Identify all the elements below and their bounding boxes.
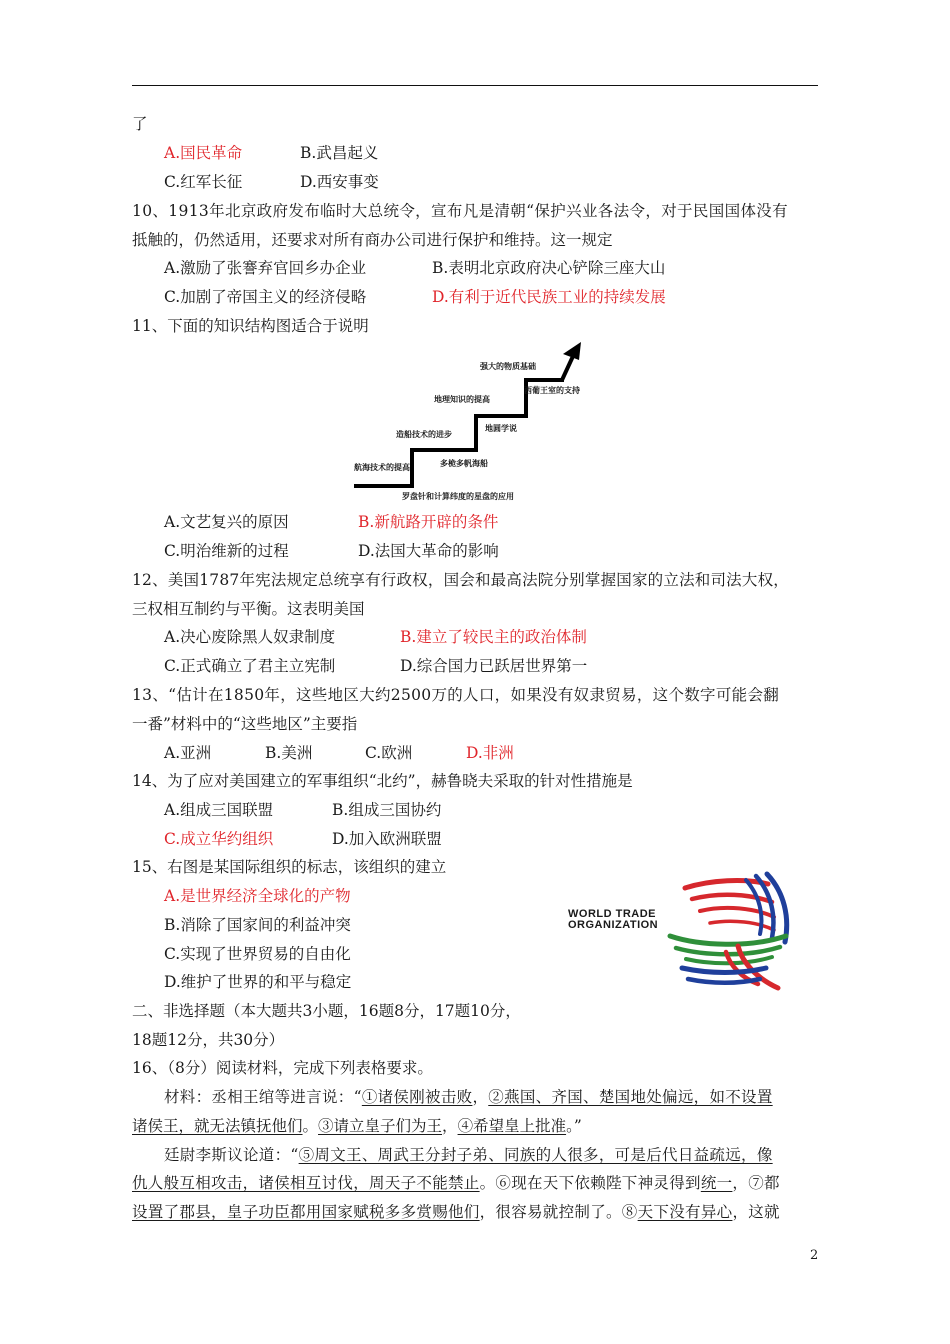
q15-stem: 15、右图是某国际组织的标志，该组织的建立 — [132, 858, 447, 876]
riser-label-2: 多桅多帆海船 — [440, 458, 488, 468]
material1-point2-cont: 诸侯王，就无法镇抚他们 — [132, 1117, 303, 1135]
step-label-2: 造船技术的进步 — [396, 429, 452, 439]
staircase-graphic — [352, 340, 592, 505]
q11-option-a: A.文艺复兴的原因 — [164, 513, 289, 531]
material1-sep1: ， — [472, 1088, 489, 1106]
q12-stem-line1: 12、美国1787年宪法规定总统享有行政权，国会和最高法院分别掌握国家的立法和司法大权， — [132, 571, 789, 589]
q13-option-b: B.美洲 — [265, 744, 313, 762]
material1-sep3: ， — [442, 1117, 458, 1135]
page-number: 2 — [810, 1248, 819, 1263]
q14-stem: 14、为了应对美国建立的军事组织“北约”，赫鲁晓夫采取的针对性措施是 — [132, 772, 633, 790]
q13-stem-line1: 13、“估计在1850年，这些地区大约2500万的人口，如果没有奴隶贸易，这个数字可能会翻 — [132, 686, 780, 704]
q10-option-a: A.激励了张謇弃官回乡办企业 — [164, 259, 367, 277]
step-label-3: 地理知识的提高 — [434, 394, 490, 404]
material2-trailing: ，这就 — [732, 1203, 780, 1221]
q11-option-b: B.新航路开辟的条件 — [358, 513, 499, 531]
material2-point6: 。⑥现在天下依赖陛下神灵得到 — [479, 1174, 701, 1192]
wto-logo — [560, 862, 810, 997]
q11-option-c: C.明治维新的过程 — [164, 542, 289, 560]
q14-option-c: C.成立华约组织 — [164, 830, 274, 848]
q16-material2-line3 — [132, 1202, 780, 1222]
q13-option-c: C.欧洲 — [365, 744, 413, 762]
material2-point6-underline: 统一 — [700, 1174, 733, 1192]
riser-label-4: 西葡王室的支持 — [524, 385, 580, 395]
material1-point3: ③请立皇子们为王 — [318, 1117, 443, 1135]
q16-stem: 16、（8分）阅读材料，完成下列表格要求。 — [132, 1059, 433, 1077]
q10-option-b: B.表明北京政府决心铲除三座大山 — [432, 259, 666, 277]
header-rule — [132, 85, 818, 86]
section2-heading-line2: 18题12分，共30分） — [132, 1031, 285, 1049]
q11-stem: 11、下面的知识结构图适合于说明 — [132, 317, 369, 335]
q13-stem-line2: 一番”材料中的“这些地区”主要指 — [132, 715, 358, 733]
material1-point1: ①诸侯刚被击败 — [361, 1088, 473, 1106]
q9-option-a: A.国民革命 — [164, 144, 243, 162]
material2-point7: 设置了郡县，皇子功臣都用国家赋税多多赏赐他们 — [132, 1203, 480, 1221]
wto-logo-line2: ORGANIZATION — [568, 919, 659, 931]
q15-option-a: A.是世界经济全球化的产物 — [164, 887, 351, 905]
material2-point5-cont: 仇人般互相攻击，诸侯相互讨伐，周天子不能禁止 — [132, 1174, 480, 1192]
q10-option-c: C.加剧了帝国主义的经济侵略 — [164, 288, 367, 306]
material2-point8: 天下没有异心 — [637, 1203, 733, 1221]
riser-label-1: 罗盘针和计算纬度的星盘的应用 — [402, 491, 514, 501]
q16-material2-line1 — [164, 1145, 773, 1165]
q9-option-c: C.红军长征 — [164, 173, 243, 191]
q12-option-d: D.综合国力已跃居世界第一 — [400, 657, 588, 675]
q12-option-c: C.正式确立了君主立宪制 — [164, 657, 336, 675]
q12-option-b: B.建立了较民主的政治体制 — [400, 628, 587, 646]
q10-option-d: D.有利于近代民族工业的持续发展 — [432, 288, 666, 306]
material1-sep2: 。 — [302, 1117, 319, 1135]
wto-logo-text — [568, 909, 658, 931]
q15-option-c: C.实现了世界贸易的自由化 — [164, 945, 351, 963]
q12-option-a: A.决心废除黑人奴隶制度 — [164, 628, 336, 646]
material1-intro: 材料：丞相王绾等进言说：“ — [164, 1088, 362, 1106]
q14-option-b: B.组成三国协约 — [332, 801, 442, 819]
material1-end: 。” — [566, 1117, 582, 1135]
material2-intro: 廷尉李斯议论道：“ — [164, 1146, 299, 1164]
q10-stem-line1: 10、1913年北京政府发布临时大总统令，宣布凡是清朝“保护兴业各法令，对于民国国体没有 — [132, 202, 788, 220]
q15-option-d: D.维护了世界的和平与稳定 — [164, 973, 352, 991]
material2-point5: ⑤周文王、周武王分封子弟、同族的人很多，可是后代日益疏远，像 — [298, 1146, 773, 1164]
q14-option-d: D.加入欧洲联盟 — [332, 830, 442, 848]
q12-stem-line2: 三权相互制约与平衡。这表明美国 — [132, 600, 365, 618]
q11-option-d: D.法国大革命的影响 — [358, 542, 499, 560]
q16-material1-line2 — [132, 1116, 582, 1136]
q10-stem-line2: 抵触的，仍然适用，还要求对所有商办公司进行保护和维持。这一规定 — [132, 231, 613, 249]
material2-point7-start: ，⑦都 — [732, 1174, 780, 1192]
q15-option-b: B.消除了国家间的利益冲突 — [164, 916, 351, 934]
q13-option-a: A.亚洲 — [164, 744, 212, 762]
q16-material2-line2 — [132, 1173, 780, 1193]
step-label-1: 航海技术的提高 — [354, 462, 410, 472]
riser-label-3: 地圆学说 — [485, 423, 517, 433]
q14-option-a: A.组成三国联盟 — [164, 801, 274, 819]
material1-point4: ④希望皇上批准 — [457, 1117, 567, 1135]
section2-heading-line1: 二、非选择题（本大题共3小题，16题8分，17题10分， — [132, 1002, 521, 1020]
wto-logo-line1: WORLD TRADE — [568, 908, 656, 920]
q9-option-d: D.西安事变 — [300, 173, 379, 191]
q16-material1-line1 — [164, 1087, 773, 1107]
continued-line: 了 — [132, 115, 148, 133]
material1-point2: ②燕国、齐国、楚国地处偏远，如不设置 — [488, 1088, 773, 1106]
knowledge-staircase-diagram — [352, 340, 592, 505]
q9-option-b: B.武昌起义 — [300, 144, 379, 162]
q13-option-d: D.非洲 — [466, 744, 514, 762]
step-label-4: 强大的物质基础 — [480, 361, 536, 371]
material2-point8-start: ，很容易就控制了。⑧ — [479, 1203, 638, 1221]
